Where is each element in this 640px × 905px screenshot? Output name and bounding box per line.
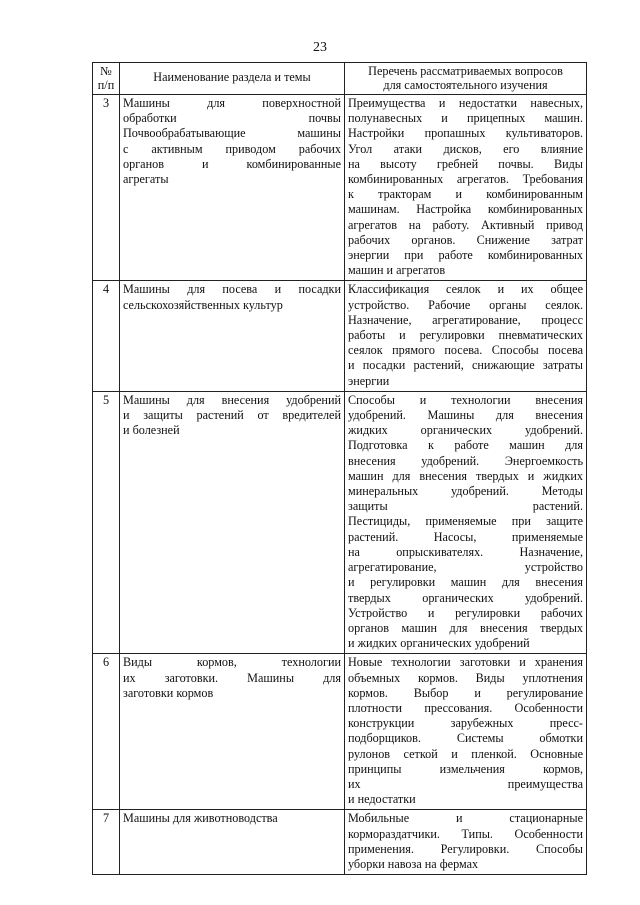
question-line: Устройство и регулировки рабочих <box>348 605 583 620</box>
question-line: машин для внесения твердых и жидких <box>348 468 583 483</box>
table-body <box>93 95 587 875</box>
question-line: устройство. Рабочие органы сеялок. <box>348 297 583 312</box>
row-number: 6 <box>93 654 120 810</box>
section-cell <box>120 391 345 653</box>
row-number: 3 <box>93 95 120 281</box>
question-line: Подготовка к работе машин для <box>348 438 583 453</box>
question-line: подборщиков. Системы обмотки <box>348 731 583 746</box>
questions-cell <box>345 281 587 391</box>
row-number: 7 <box>93 810 120 875</box>
table-row <box>93 281 587 391</box>
question-line: и недостатки <box>348 792 416 807</box>
question-line: Назначение, агрегатирование, процесс <box>348 312 583 327</box>
question-line: агрегатирование, устройство <box>348 560 583 575</box>
table-header-row <box>93 63 587 95</box>
table-row <box>93 95 587 281</box>
header-section: Наименование раздела и темы <box>120 63 345 95</box>
question-line: растений. Насосы, применяемые <box>348 529 583 544</box>
question-line: и посадки растений, снижающие затраты <box>348 358 583 373</box>
question-line: сеялок прямого посева. Способы посева <box>348 343 583 358</box>
question-line: на опрыскивателях. Назначение, <box>348 544 583 559</box>
question-line: принципы измельчения кормов, <box>348 761 583 776</box>
question-line: их преимущества <box>348 776 583 791</box>
question-line: Преимущества и недостатки навесных, <box>348 96 583 110</box>
question-line: рулонов сеткой и пленкой. Основные <box>348 746 583 761</box>
question-line: удобрений. Машины для внесения <box>348 408 583 423</box>
section-line: Машины для животноводства <box>123 811 278 826</box>
header-questions-line: Перечень рассматриваемых вопросов <box>368 64 563 78</box>
question-line: машин и агрегатов <box>348 263 446 278</box>
question-line: машинам. Настройка комбинированных <box>348 202 583 217</box>
question-line: конструкции зарубежных пресс- <box>348 716 583 731</box>
question-line: объемных кормов. Виды уплотнения <box>348 670 583 685</box>
question-line: и регулировки машин для внесения <box>348 575 583 590</box>
question-line: Пестициды, применяемые при защите <box>348 514 583 529</box>
section-line: Виды кормов, технологии <box>123 655 341 670</box>
header-number-line: № <box>100 64 112 78</box>
questions-cell <box>345 810 587 875</box>
question-line: Мобильные и стационарные <box>348 811 583 826</box>
header-questions <box>345 63 587 95</box>
question-line: агрегатов на работу. Активный привод <box>348 217 583 232</box>
section-line: Машины для поверхностной <box>123 96 341 110</box>
question-line: плотности прессования. Особенности <box>348 700 583 715</box>
header-questions-line: для самостоятельного изучения <box>383 78 548 92</box>
question-line: комбинированных агрегатов. Требования <box>348 172 583 187</box>
question-line: твердых органических удобрений. <box>348 590 583 605</box>
question-line: на высоту гребней почвы. Виды <box>348 156 583 171</box>
question-line: жидких органических удобрений. <box>348 423 583 438</box>
question-line: Угол атаки дисков, его влияние <box>348 141 583 156</box>
table-row <box>93 391 587 653</box>
table-row <box>93 810 587 875</box>
section-line: Машины для посева и посадки <box>123 282 341 297</box>
question-line: Новые технологии заготовки и хранения <box>348 655 583 670</box>
question-line: Способы и технологии внесения <box>348 392 583 407</box>
section-cell <box>120 810 345 875</box>
section-line: обработки почвы <box>123 111 341 126</box>
question-line: и жидких органических удобрений <box>348 636 530 651</box>
section-cell <box>120 654 345 810</box>
table-row <box>93 654 587 810</box>
topics-table <box>92 62 587 875</box>
section-line: с активным приводом рабочих <box>123 141 341 156</box>
section-line: Почвообрабатывающие машины <box>123 126 341 141</box>
question-line: кормов. Выбор и регулирование <box>348 685 583 700</box>
question-line: энергии при работе комбинированных <box>348 248 583 263</box>
section-line: заготовки кормов <box>123 685 214 700</box>
question-line: работы и регулировки пневматических <box>348 328 583 343</box>
questions-cell <box>345 654 587 810</box>
question-line: Классификация сеялок и их общее <box>348 282 583 297</box>
question-line: минеральных удобрений. Методы <box>348 484 583 499</box>
question-line: защиты растений. <box>348 499 583 514</box>
question-line: уборки навоза на фермах <box>348 856 479 871</box>
questions-cell <box>345 391 587 653</box>
question-line: полунавесных и прицепных машин. <box>348 111 583 126</box>
section-line: Машины для внесения удобрений <box>123 392 341 407</box>
section-line: и защиты растений от вредителей <box>123 408 341 423</box>
section-line: и болезней <box>123 423 180 438</box>
question-line: энергии <box>348 373 390 388</box>
section-line: агрегаты <box>123 172 169 187</box>
section-line: органов и комбинированные <box>123 156 341 171</box>
question-line: Настройки пропашных культиваторов. <box>348 126 583 141</box>
question-line: внесения удобрений. Энергоемкость <box>348 453 583 468</box>
row-number: 5 <box>93 391 120 653</box>
question-line: к тракторам и комбинированным <box>348 187 583 202</box>
section-line: их заготовки. Машины для <box>123 670 341 685</box>
section-cell <box>120 281 345 391</box>
header-number <box>93 63 120 95</box>
page-number: 23 <box>313 40 327 55</box>
section-line: сельскохозяйственных культур <box>123 297 283 312</box>
section-cell <box>120 95 345 281</box>
row-number: 4 <box>93 281 120 391</box>
question-line: органов машин для внесения твердых <box>348 620 583 635</box>
question-line: применения. Регулировки. Способы <box>348 841 583 856</box>
question-line: кормораздатчики. Типы. Особенности <box>348 826 583 841</box>
questions-cell <box>345 95 587 281</box>
header-number-line: п/п <box>97 78 115 92</box>
question-line: рабочих органов. Снижение затрат <box>348 232 583 247</box>
